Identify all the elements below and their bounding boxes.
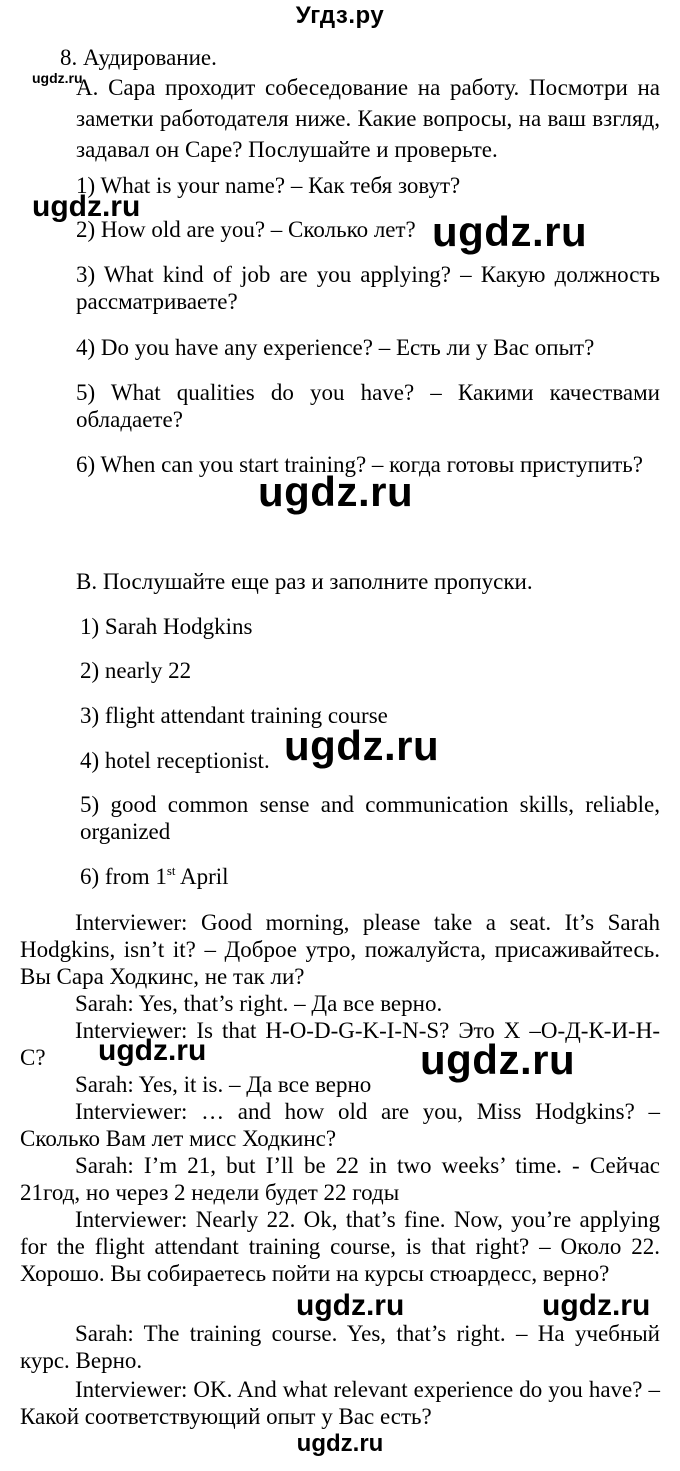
watermark: ugdz.ru	[32, 70, 83, 86]
exercise-title: 8. Аудирование.	[60, 45, 217, 70]
dialogue-line-5: Interviewer: … and how old are you, Miss Hodgkins? – Сколько Вам лет мисс Ходкинс?	[20, 1099, 660, 1151]
watermark: ugdz.ru	[542, 1289, 651, 1322]
answer-6-ordinal: st	[166, 863, 176, 878]
question-1: 1) What is your name? – Как тебя зовут?	[76, 173, 461, 198]
answer-3: 3) flight attendant training course	[80, 703, 388, 728]
answer-1: 1) Sarah Hodgkins	[80, 614, 253, 639]
question-3: 3) What kind of job are you applying? – Какую должность рассматриваете?	[76, 262, 660, 314]
site-footer: ugdz.ru	[296, 1430, 384, 1457]
answer-4: 4) hotel receptionist.	[80, 748, 270, 773]
question-5: 5) What qualities do you have? – Какими качествами обладаете?	[76, 380, 660, 432]
watermark: ugdz.ru	[258, 468, 414, 515]
dialogue-line-4: Sarah: Yes, it is. – Да все верно	[75, 1072, 372, 1097]
question-4: 4) Do you have any experience? – Есть ли у Вас опыт?	[76, 335, 595, 360]
answer-6-prefix: 6) from 1	[80, 864, 167, 889]
question-6: 6) When can you start training? – когда готовы приступить?	[76, 452, 643, 477]
watermark: ugdz.ru	[98, 1034, 207, 1067]
dialogue-line-1: Interviewer: Good morning, please take a seat. It’s Sarah Hodgkins, isn’t it? – Доброе утро, пожалуйста, присаживайтесь. Вы Сара Ходкинс, не так ли?	[20, 910, 660, 989]
dialogue-line-6: Sarah: I’m 21, but I’ll be 22 in two weeks’ time. - Сейчас 21год, но через 2 недели будет 22 годы	[20, 1153, 660, 1205]
watermark: ugdz.ru	[420, 1036, 576, 1083]
watermark: ugdz.ru	[296, 1289, 405, 1322]
watermark: ugdz.ru	[432, 208, 588, 255]
answer-6-suffix: April	[175, 864, 229, 889]
dialogue-line-8: Sarah: The training course. Yes, that’s right. – На учебный курс. Верно.	[20, 1321, 660, 1373]
dialogue-line-2: Sarah: Yes, that’s right. – Да все верно.	[75, 991, 443, 1016]
dialogue-line-7: Interviewer: Nearly 22. Ok, that’s fine. Now, you’re applying for the flight attendant training course, is that right? – Около 22. Хорошо. Вы собираетесь пойти на курсы стюардесс, верно?	[20, 1207, 660, 1286]
question-2: 2) How old are you? – Сколько лет?	[76, 217, 416, 242]
part-a-intro: А. Сара проходит собеседование на работу. Посмотри на заметки работодателя ниже. Какие вопросы, на ваш взгляд, задавал он Саре? Послушайте и проверьте.	[76, 75, 660, 162]
watermark: ugdz.ru	[284, 722, 440, 769]
dialogue-line-3: Interviewer: Is that H-O-D-G-K-I-N-S? Это Х –О-Д-К-И-Н-С?	[20, 1018, 660, 1070]
answer-6	[80, 863, 229, 890]
site-header: Угдз.ру	[295, 2, 385, 29]
watermark: ugdz.ru	[32, 190, 141, 223]
dialogue-line-9: Interviewer: OK. And what relevant experience do you have? – Какой соответствующий опыт у Вас есть?	[20, 1377, 660, 1429]
part-b-intro: B. Послушайте еще раз и заполните пропуски.	[76, 569, 533, 594]
answer-5: 5) good common sense and communication skills, reliable, organized	[80, 792, 660, 844]
answer-2: 2) nearly 22	[80, 658, 192, 683]
